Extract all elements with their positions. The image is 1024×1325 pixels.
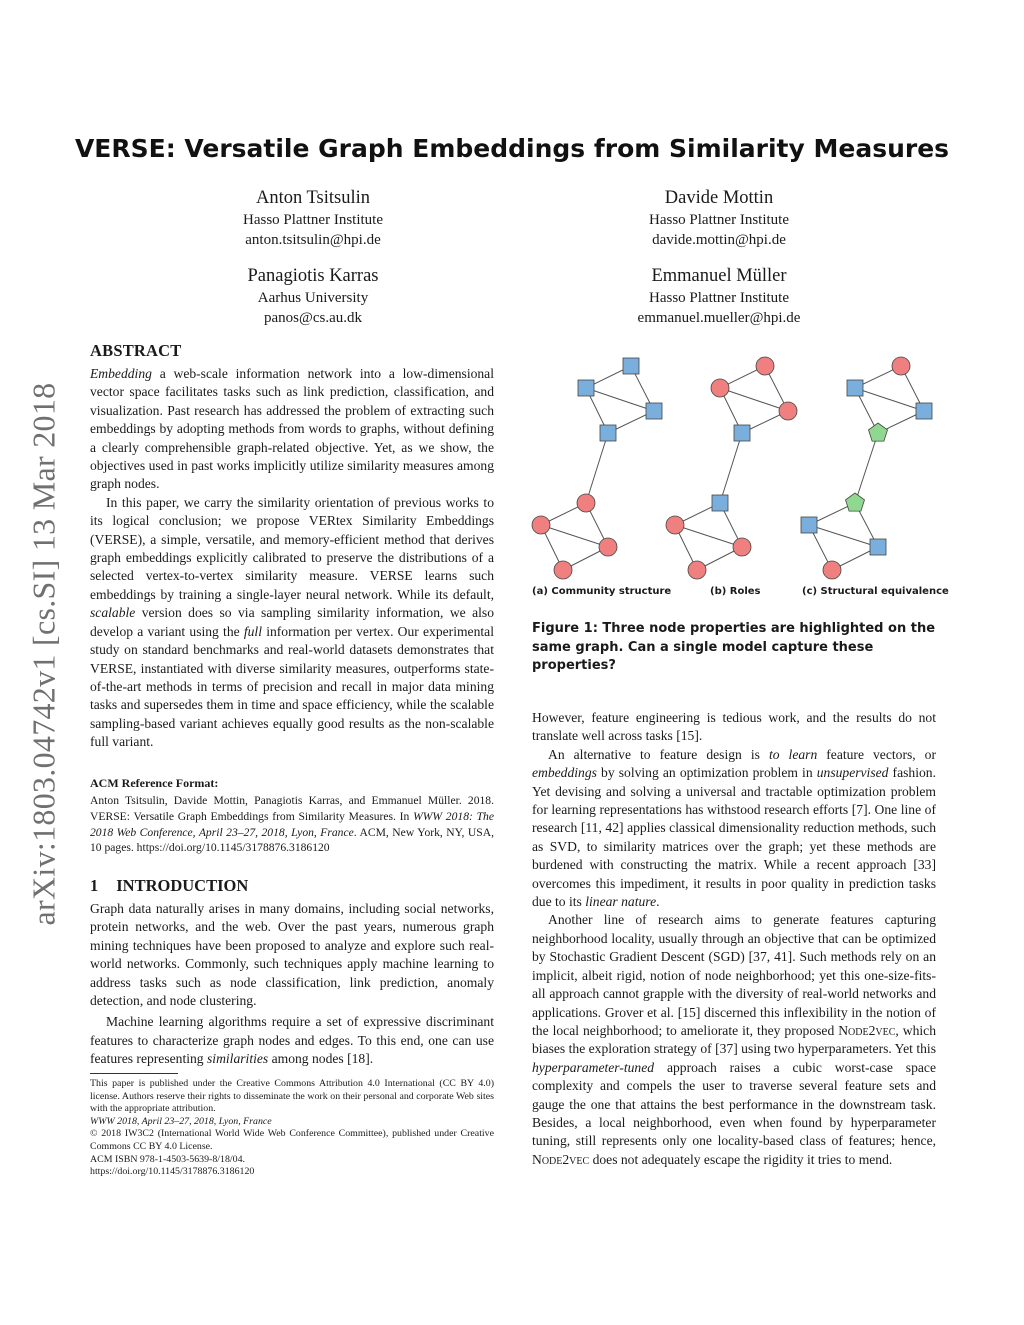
square-node	[646, 403, 662, 419]
circle-node	[779, 402, 797, 420]
square-node	[734, 425, 750, 441]
section-heading: 1 INTRODUCTION	[90, 876, 249, 895]
author-name: Anton Tsitsulin	[255, 188, 370, 208]
author-affiliation: Hasso Plattner Institute	[649, 290, 789, 306]
edge	[675, 525, 742, 547]
edge	[541, 525, 608, 547]
arxiv-sidebar	[22, 364, 66, 944]
author-email: panos@cs.au.dk	[264, 310, 362, 326]
paper-title: VERSE: Versatile Graph Embeddings from Similarity Measures	[74, 134, 950, 163]
author-name: Davide Mottin	[664, 188, 774, 208]
circle-node	[666, 516, 684, 534]
square-node	[847, 380, 863, 396]
square-node	[916, 403, 932, 419]
circle-node	[554, 561, 572, 579]
author-affiliation: Hasso Plattner Institute	[649, 212, 789, 228]
author-email: emmanuel.mueller@hpi.de	[637, 310, 801, 326]
right-column-body	[532, 709, 936, 1169]
author-email: anton.tsitsulin@hpi.de	[245, 232, 381, 248]
square-node	[712, 495, 728, 511]
circle-node	[577, 494, 595, 512]
body-paragraph: However, feature engineering is tedious work, and the results do not translate well across tasks [15].	[532, 710, 936, 744]
author-affiliation: Hasso Plattner Institute	[243, 212, 383, 228]
pentagon-node	[869, 423, 888, 441]
square-node	[870, 539, 886, 555]
edge	[809, 525, 878, 547]
subcaption-a: (a) Community structure	[532, 586, 672, 597]
abstract-paragraph: Embedding a web-scale information network into a low-dimensional vector space facilitates tasks such as link prediction, classification, and visualization. Past research has addressed the problem of extracting such embeddings by adopting methods from words to graphs, without defining a clearly comprehensible graph-related objective. Yet, as we show, the objectives used in past works implicitly utilize similarity measures among graph nodes.	[90, 366, 494, 492]
edge	[720, 433, 742, 503]
edge	[586, 433, 608, 503]
intro-paragraph: Machine learning algorithms require a set of expressive discriminant features to characterize graph nodes and edges. To this end, one can use features representing similarities among nodes [18].	[90, 1014, 494, 1067]
abstract-heading: ABSTRACT	[90, 341, 182, 360]
abstract-paragraph: In this paper, we carry the similarity orientation of previous works to its logical conclusion; we propose VERtex Similarity Embeddings (VERSE), a simple, versatile, and memory-efficient method that derives graph embeddings explicitly calibrated to preserve the distributions of a selected vertex-to-vertex similarity measure. VERSE learns such embeddings by training a single-layer neural network. While its default, scalable version does so via sampling similarity information, we also develop a variant using the full information per vertex. Our experimental study on standard benchmarks and real-world datasets demonstrates that VERSE, instantiated with diverse similarity measures, outperforms state-of-the-art methods in terms of precision and recall in major data mining tasks and supersedes them in time and space efficiency, while the scalable sampling-based variant achieves equally good results as the non-scalable full variant.	[90, 494, 494, 750]
footnote-rule	[90, 1073, 178, 1074]
pentagon-node	[846, 493, 865, 511]
circle-node	[688, 561, 706, 579]
author-name: Emmanuel Müller	[651, 266, 787, 286]
subcaption-c: (c) Structural equivalence	[802, 586, 949, 597]
body-paragraph: Another line of research aims to generate features capturing neighborhood locality, usually through an objective that can be optimized by Stochastic Gradient Descent (SGD) [37, 41]. Such methods rely on an implicit, albeit rigid, notion of node neighborhood; yet this one-size-fits-all approach cannot grapple with the diversity of real-world networks and applications. Grover et al. [15] discerned this inflexibility in the notion of the local neighborhood; to ameliorate it, they proposed Node2vec, which biases the exploration strategy of [37] using two hyperparameters. Yet this hyperparameter-tuned approach raises a cubic worst-case space complexity and compels the user to traverse several feature sets and gauge the one that attains the best performance in the downstream task. Besides, a local neighborhood, even when found by hyperparameter tuning, still represents only one locality-based class of features; hence, Node2vec does not adequately escape the rigidity it tries to mend.	[532, 912, 936, 1167]
intro-body	[90, 900, 494, 1069]
author-name: Panagiotis Karras	[247, 266, 379, 286]
square-node	[600, 425, 616, 441]
figure-caption: Figure 1: Three node properties are highlighted on the same graph. Can a single model capture these properties?	[532, 621, 936, 673]
graph-community-structure	[532, 358, 662, 579]
author-email: davide.mottin@hpi.de	[652, 232, 786, 248]
subcaption-b: (b) Roles	[710, 586, 761, 597]
edge	[855, 433, 878, 503]
acm-reference-heading: ACM Reference Format:	[90, 776, 219, 790]
acm-reference-text: Anton Tsitsulin, Davide Mottin, Panagiotis Karras, and Emmanuel Müller. 2018. VERSE: Versatile Graph Embeddings from Similarity Measures. In WWW 2018: The 2018 Web Conference, April 23–27, 2018, Lyon, France. ACM, New York, NY, USA, 10 pages. https://doi.org/10.1145/3178876.3186120	[90, 794, 494, 855]
author-block	[148, 186, 478, 250]
abstract-body	[90, 365, 494, 752]
square-node	[623, 358, 639, 374]
arxiv-id: arXiv:1803.04742v1 [cs.SI] 13 Mar 2018	[25, 382, 62, 926]
square-node	[801, 517, 817, 533]
circle-node	[711, 379, 729, 397]
author-block	[148, 264, 478, 328]
circle-node	[823, 561, 841, 579]
intro-paragraph: Graph data naturally arises in many domains, including social networks, protein networks, and the web. Over the past years, numerous graph mining techniques have been proposed to analyze and explore such real-world networks. Commonly, such techniques apply machine learning to address tasks such as node classification, link prediction, anomaly detection, and node clustering.	[90, 901, 494, 1009]
graph-structural-equivalence	[801, 357, 932, 579]
circle-node	[733, 538, 751, 556]
square-node	[578, 380, 594, 396]
circle-node	[532, 516, 550, 534]
circle-node	[892, 357, 910, 375]
figure-1-graphs	[520, 345, 950, 585]
author-block	[554, 186, 884, 250]
body-paragraph: An alternative to feature design is to learn feature vectors, or embeddings by solving an optimization problem in unsupervised fashion. Yet devising and solving a universal and tractable optimization problem for learning representations has withstood research efforts [7]. One line of research [11, 42] applies classical dimensionality reduction methods, such as SVD, to similarity matrices over the graph; yet these methods are burdened with constructing the matrix. While a recent approach [33] overcomes this impediment, it results in poor quality in prediction tasks due to its linear nature.	[532, 746, 937, 910]
footnote: This paper is published under the Creative Commons Attribution 4.0 International (CC BY 4.0) license. Authors reserve their rights to disseminate the work on their personal and corporate Web sites with the appropriate attribution. WWW 2018, April 23–27, 2018, Lyon, France © 2018 IW3C2 (International World Wide Web Conference Committee), published under Creative Commons CC BY 4.0 License. ACM ISBN 978-1-4503-5639-8/18/04. https://doi.org/10.1145/3178876.3186120	[90, 1078, 494, 1178]
graph-roles	[666, 357, 797, 579]
circle-node	[756, 357, 774, 375]
author-block	[554, 264, 884, 328]
author-affiliation: Aarhus University	[257, 290, 369, 306]
circle-node	[599, 538, 617, 556]
